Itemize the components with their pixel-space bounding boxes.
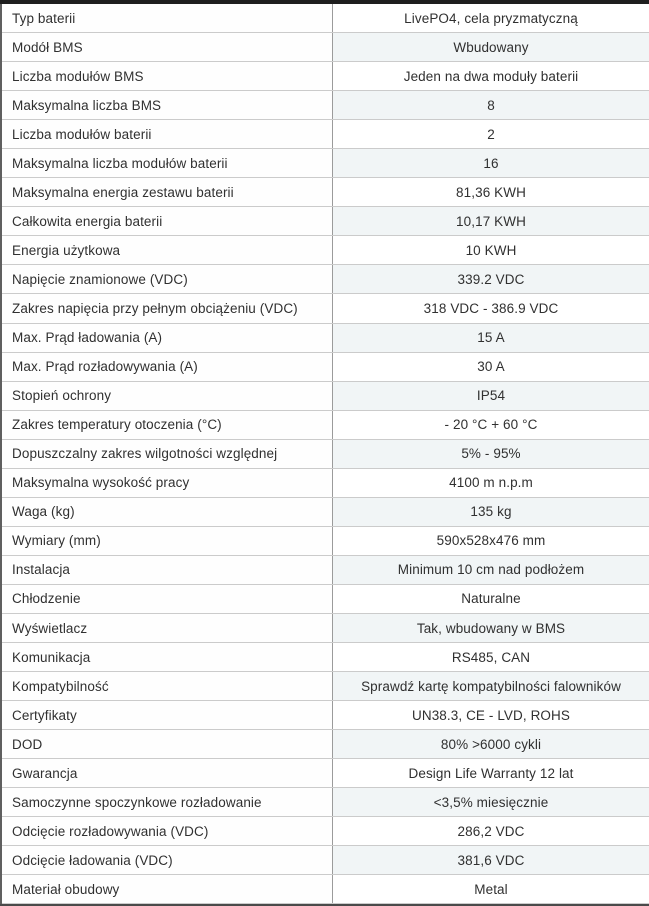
spec-label-cell: Wymiary (mm) [2,527,332,555]
spec-value-cell: 16 [332,149,649,177]
spec-value-cell: - 20 °C + 60 °C [332,411,649,439]
spec-value-cell: 590x528x476 mm [332,527,649,555]
spec-label-cell: Max. Prąd ładowania (A) [2,324,332,352]
table-row [2,643,649,672]
spec-label-cell: Maksymalna liczba BMS [2,91,332,119]
table-row [2,817,649,846]
table-row [2,120,649,149]
spec-value-cell: 81,36 KWH [332,178,649,206]
spec-label-cell: Maksymalna energia zestawu baterii [2,178,332,206]
table-row [2,178,649,207]
spec-value-cell: 10,17 KWH [332,207,649,235]
spec-label-cell: Materiał obudowy [2,875,332,903]
spec-value-cell: 10 KWH [332,236,649,264]
spec-label-cell: Max. Prąd rozładowywania (A) [2,353,332,381]
table-row [2,788,649,817]
spec-value-cell: 15 A [332,324,649,352]
table-row [2,62,649,91]
spec-label-cell: Maksymalna liczba modułów baterii [2,149,332,177]
spec-value-cell: Naturalne [332,585,649,613]
table-row [2,207,649,236]
spec-value-cell: Wbudowany [332,33,649,61]
spec-value-cell: 80% >6000 cykli [332,730,649,758]
spec-value-cell: Sprawdź kartę kompatybilności falowników [332,672,649,700]
spec-label-cell: Liczba modułów baterii [2,120,332,148]
spec-label-cell: Liczba modułów BMS [2,62,332,90]
spec-value-cell: <3,5% miesięcznie [332,788,649,816]
table-row [2,556,649,585]
spec-value-cell: IP54 [332,382,649,410]
spec-value-cell: Tak, wbudowany w BMS [332,614,649,642]
table-row [2,236,649,265]
spec-label-cell: Instalacja [2,556,332,584]
table-row [2,294,649,323]
table-row [2,33,649,62]
table-row [2,730,649,759]
table-row [2,4,649,33]
spec-label-cell: Samoczynne spoczynkowe rozładowanie [2,788,332,816]
spec-label-cell: Zakres temperatury otoczenia (°C) [2,411,332,439]
table-row [2,265,649,294]
spec-value-cell: 2 [332,120,649,148]
spec-label-cell: Całkowita energia baterii [2,207,332,235]
table-row [2,701,649,730]
spec-label-cell: Napięcie znamionowe (VDC) [2,265,332,293]
spec-value-cell: LivePO4, cela pryzmatyczną [332,4,649,32]
spec-label-cell: Odcięcie ładowania (VDC) [2,846,332,874]
table-row [2,498,649,527]
spec-value-cell: 318 VDC - 386.9 VDC [332,294,649,322]
spec-label-cell: Zakres napięcia przy pełnym obciążeniu (VDC) [2,294,332,322]
spec-label-cell: Gwarancja [2,759,332,787]
table-row [2,614,649,643]
spec-label-cell: Komunikacja [2,643,332,671]
table-row [2,411,649,440]
table-row [2,382,649,411]
spec-label-cell: Stopień ochrony [2,382,332,410]
spec-label-cell: Modół BMS [2,33,332,61]
spec-value-cell: Jeden na dwa moduły baterii [332,62,649,90]
spec-label-cell: Odcięcie rozładowywania (VDC) [2,817,332,845]
spec-label-cell: Kompatybilność [2,672,332,700]
table-row [2,875,649,904]
table-row [2,440,649,469]
spec-label-cell: DOD [2,730,332,758]
spec-label-cell: Waga (kg) [2,498,332,526]
table-row [2,527,649,556]
spec-value-cell: 30 A [332,353,649,381]
spec-label-cell: Maksymalna wysokość pracy [2,469,332,497]
spec-label-cell: Energia użytkowa [2,236,332,264]
spec-table [0,4,649,904]
spec-label-cell: Wyświetlacz [2,614,332,642]
spec-value-cell: RS485, CAN [332,643,649,671]
table-row [2,585,649,614]
spec-label-cell: Chłodzenie [2,585,332,613]
spec-value-cell: 286,2 VDC [332,817,649,845]
table-row [2,353,649,382]
table-row [2,91,649,120]
spec-label-cell: Certyfikaty [2,701,332,729]
spec-value-cell: 381,6 VDC [332,846,649,874]
spec-value-cell: 5% - 95% [332,440,649,468]
spec-value-cell: Design Life Warranty 12 lat [332,759,649,787]
table-row [2,672,649,701]
table-row [2,759,649,788]
spec-value-cell: Minimum 10 cm nad podłożem [332,556,649,584]
spec-label-cell: Dopuszczalny zakres wilgotności względnej [2,440,332,468]
table-row [2,324,649,353]
spec-value-cell: UN38.3, CE - LVD, ROHS [332,701,649,729]
spec-value-cell: Metal [332,875,649,903]
table-row [2,149,649,178]
spec-value-cell: 135 kg [332,498,649,526]
spec-value-cell: 339.2 VDC [332,265,649,293]
spec-label-cell: Typ baterii [2,4,332,32]
spec-value-cell: 8 [332,91,649,119]
table-row [2,469,649,498]
table-row [2,846,649,875]
spec-value-cell: 4100 m n.p.m [332,469,649,497]
